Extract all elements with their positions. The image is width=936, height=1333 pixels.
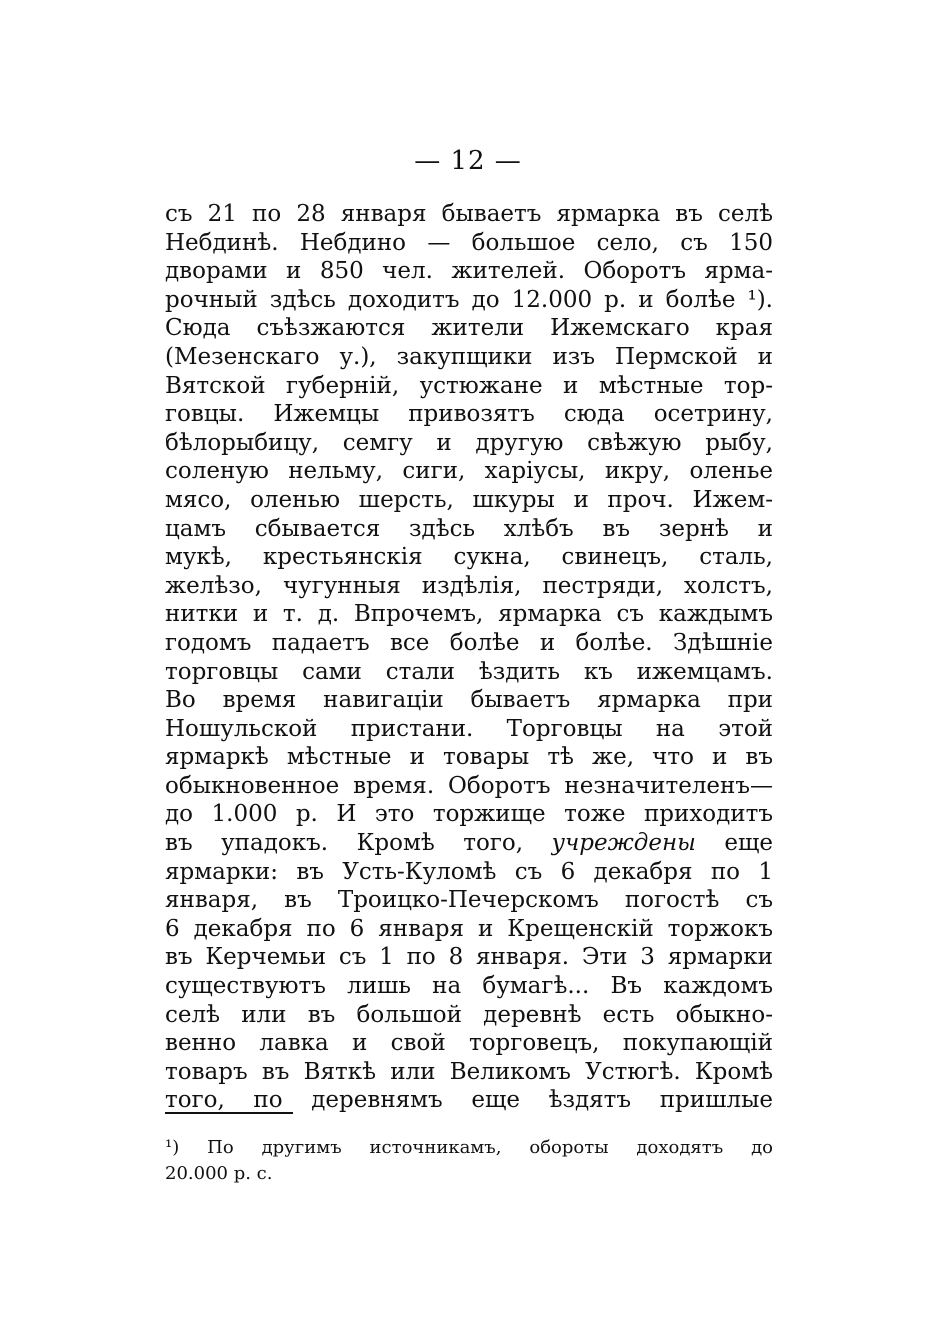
text-line: Небдинѣ. Небдино — большое село, съ 150 xyxy=(165,229,773,256)
text-line: обыкновенное время. Оборотъ незначителенъ— xyxy=(165,772,773,799)
text-line: ярмарки: въ Усть-Куломѣ съ 6 декабря по 1 xyxy=(165,858,773,885)
text-line: цамъ сбывается здѣсь хлѣбъ въ зернѣ и xyxy=(165,515,773,542)
text-line: января, въ Троицко-Печерскомъ погостѣ съ xyxy=(165,887,773,914)
footnote-line: 20.000 р. с. xyxy=(165,1163,273,1184)
text-line: нитки и т. д. Впрочемъ, ярмарка съ каждымъ xyxy=(165,601,773,628)
text-line: Во время навигаціи бываетъ ярмарка при xyxy=(165,687,773,714)
text-line: бѣлорыбицу, семгу и другую свѣжую рыбу, xyxy=(165,429,773,456)
text-line: (Мезенскаго у.), закупщики изъ Пермской и xyxy=(165,343,773,370)
text-line: желѣзо, чугунныя издѣлія, пестряди, холстъ, xyxy=(165,572,773,599)
text-line: товаръ въ Вяткѣ или Великомъ Устюгѣ. Кромѣ xyxy=(165,1058,773,1085)
text-line: до 1.000 р. И это торжище тоже приходитъ xyxy=(165,801,773,828)
text-line: мукѣ, крестьянскія сукна, свинецъ, сталь, xyxy=(165,544,773,571)
text-line: въ Керчемьи съ 1 по 8 января. Эти 3 ярмарки xyxy=(165,944,773,971)
text-segment: въ упадокъ. Кромѣ того, xyxy=(165,830,524,857)
text-line: того, по деревнямъ еще ѣздятъ пришлые xyxy=(165,1087,773,1114)
text-line: 6 декабря по 6 января и Крещенскій торжокъ xyxy=(165,915,773,942)
text-line: соленую нельму, сиги, харіусы, икру, оленье xyxy=(165,458,773,485)
footnote-line: ¹) По другимъ источникамъ, обороты доходятъ до xyxy=(165,1137,773,1158)
text-line: существуютъ лишь на бумагѣ... Въ каждомъ xyxy=(165,973,773,1000)
text-line: говцы. Ижемцы привозятъ сюда осетрину, xyxy=(165,401,773,428)
page-number: — 12 — xyxy=(414,146,522,176)
text-line: Сюда съѣзжаются жители Ижемскаго края xyxy=(165,315,773,342)
text-line: торговцы сами стали ѣздить къ ижемцамъ. xyxy=(165,658,773,685)
text-line: годомъ падаетъ все болѣе и болѣе. Здѣшніе xyxy=(165,629,773,656)
text-line: съ 21 по 28 января бываетъ ярмарка въ селѣ xyxy=(165,201,773,227)
text-line: мясо, оленью шерсть, шкуры и проч. Ижем- xyxy=(165,486,773,513)
text-line: дворами и 850 чел. жителей. Оборотъ ярма- xyxy=(165,258,773,285)
footnote-rule xyxy=(165,1112,293,1114)
text-line: венно лавка и свой торговецъ, покупающій xyxy=(165,1030,773,1057)
italic-word: учреждены xyxy=(551,830,696,857)
text-segment: еще xyxy=(724,830,774,857)
text-line: ярмаркѣ мѣстные и товары тѣ же, что и въ xyxy=(165,744,773,771)
text-line-with-italic xyxy=(165,829,773,858)
footnote xyxy=(165,1135,773,1187)
text-line: селѣ или въ большой деревнѣ есть обыкно- xyxy=(165,1001,773,1028)
text-line: Ношульской пристани. Торговцы на этой xyxy=(165,715,773,742)
text-line: рочный здѣсь доходитъ до 12.000 р. и болѣе ¹). xyxy=(165,286,773,313)
body-text xyxy=(165,200,773,1115)
text-line: Вятской губерній, устюжане и мѣстные тор- xyxy=(165,372,773,399)
